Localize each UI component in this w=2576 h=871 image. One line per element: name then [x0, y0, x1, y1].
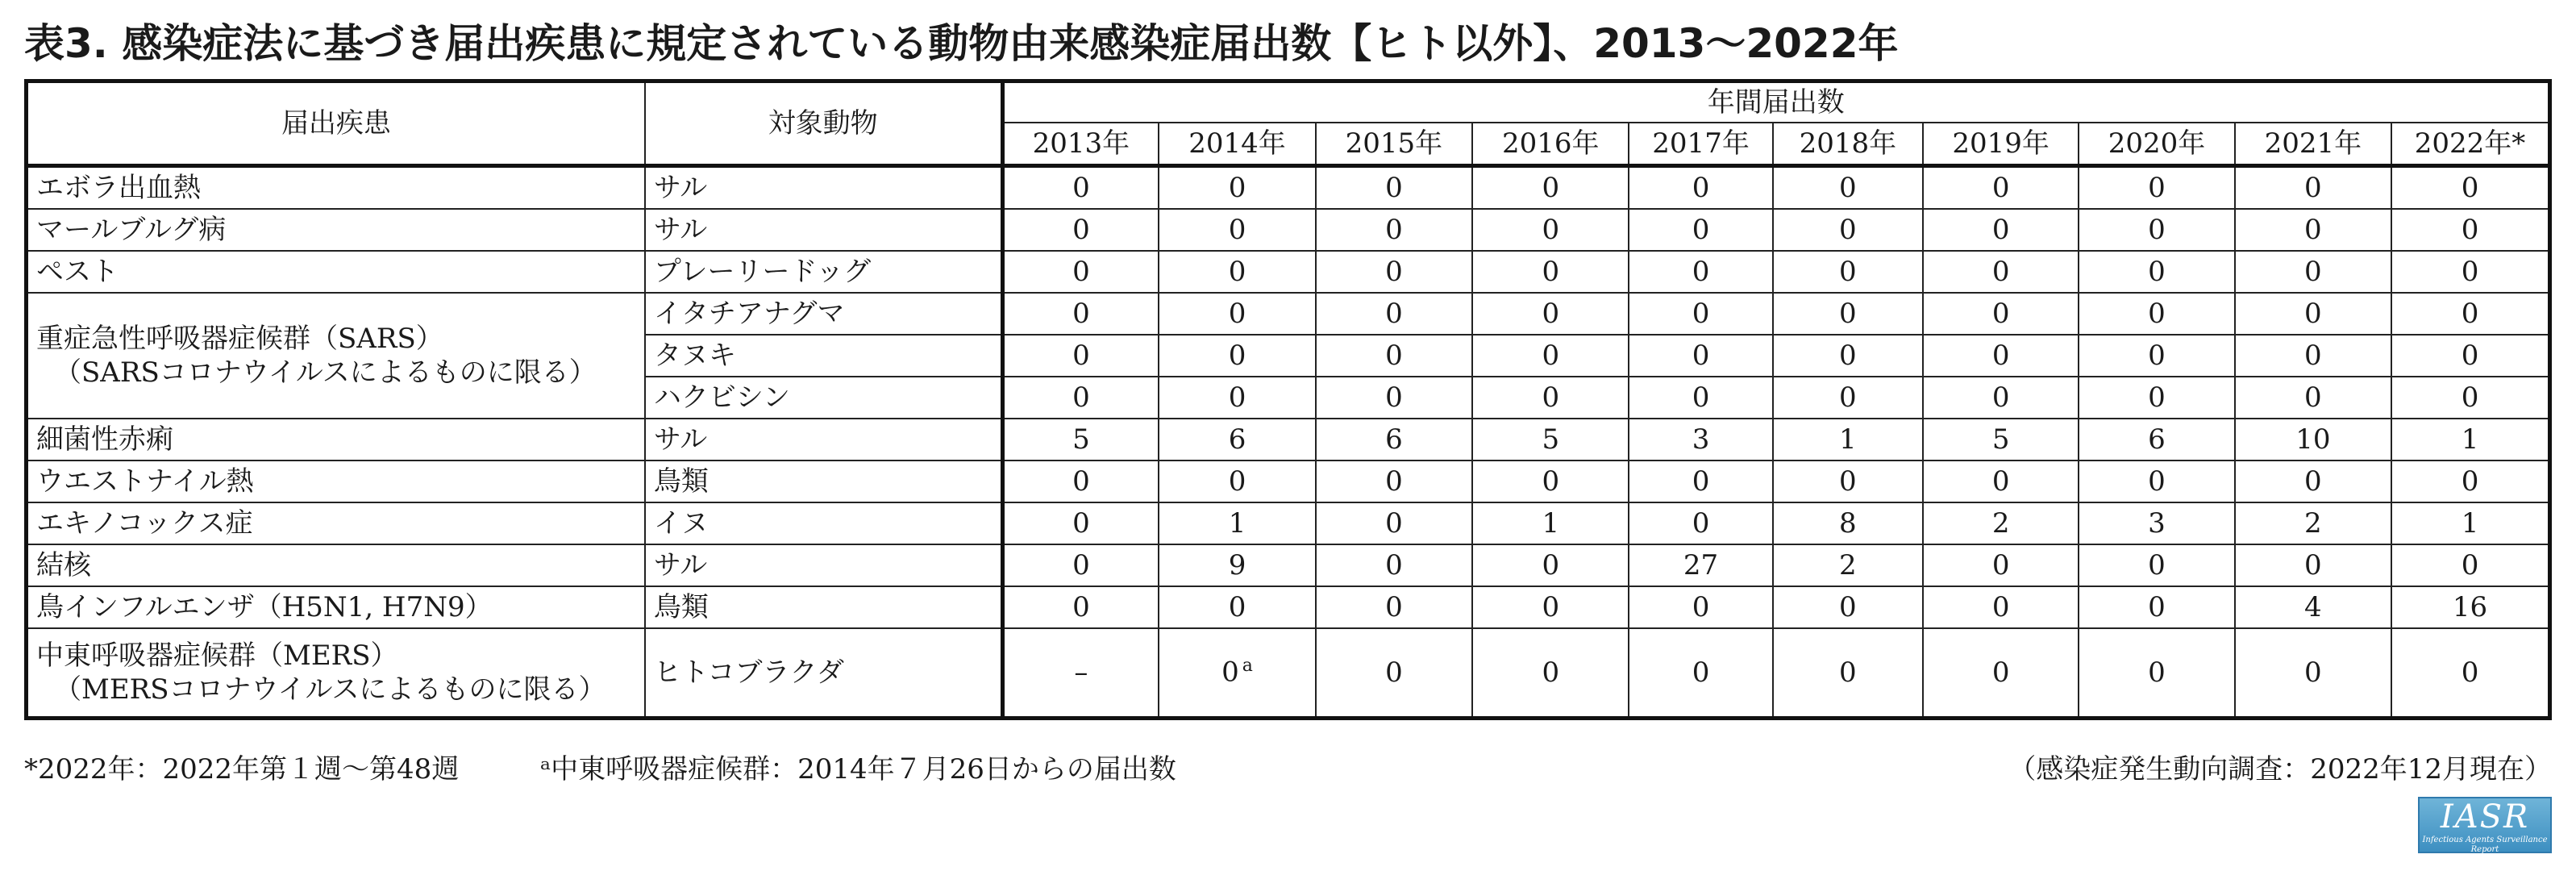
disease-cell: マールブルグ病	[27, 209, 645, 251]
animal-cell: タヌキ	[645, 335, 1002, 377]
count-cell: 0	[1159, 293, 1315, 335]
count-cell: 2	[1773, 544, 1923, 586]
animal-cell: サル	[645, 419, 1002, 461]
count-cell: 0	[1773, 166, 1923, 210]
count-cell: 0	[1923, 377, 2079, 419]
disease-cell: 結核	[27, 544, 645, 586]
logo-subtext: Infectious Agents Surveillance Report	[2422, 836, 2548, 854]
table-title: 表3. 感染症法に基づき届出疾患に規定されている動物由来感染症届出数【ヒト以外】、2013〜2022年	[24, 20, 1899, 67]
animal-cell: ヒトコブラクダ	[645, 628, 1002, 719]
count-cell: 0	[2391, 461, 2549, 502]
count-cell: 0	[2235, 251, 2391, 293]
count-cell: 0	[2391, 209, 2549, 251]
count-cell: 0	[2079, 166, 2234, 210]
count-cell: 0	[2235, 166, 2391, 210]
header-annual: 年間届出数	[1002, 81, 2550, 123]
table-row	[27, 209, 2550, 251]
count-cell: 5	[1923, 419, 2079, 461]
count-cell: 0	[1002, 166, 1159, 210]
count-cell: 0	[2235, 335, 2391, 377]
count-cell: 0	[1629, 293, 1772, 335]
header-year: 2015年	[1316, 123, 1472, 166]
count-cell: 2	[1923, 502, 2079, 544]
count-cell: 0	[1923, 166, 2079, 210]
count-cell: 27	[1629, 544, 1772, 586]
count-cell: 0	[2235, 377, 2391, 419]
count-cell: 4	[2235, 586, 2391, 628]
disease-qualifier: （MERSコロナウイルスによるものに限る）	[54, 673, 606, 706]
count-cell: 3	[2079, 502, 2234, 544]
count-cell: 0	[1773, 628, 1923, 719]
count-cell: 1	[1773, 419, 1923, 461]
count-cell: 0	[2235, 628, 2391, 719]
animal-cell: ハクビシン	[645, 377, 1002, 419]
animal-cell: サル	[645, 209, 1002, 251]
count-cell: 0	[2391, 377, 2549, 419]
count-cell: 0	[2079, 461, 2234, 502]
disease-cell	[27, 628, 645, 719]
count-cell: 0	[2079, 628, 2234, 719]
count-cell: 1	[1472, 502, 1629, 544]
count-cell: 0	[1629, 502, 1772, 544]
count-cell: 6	[1159, 419, 1315, 461]
count-cell: 0	[1159, 377, 1315, 419]
count-cell: 0	[1316, 377, 1472, 419]
count-cell: 0	[2391, 251, 2549, 293]
count-cell: 0	[2079, 544, 2234, 586]
notifications-table	[24, 79, 2552, 720]
count-value: 0	[1221, 656, 1239, 689]
animal-cell: 鳥類	[645, 586, 1002, 628]
count-cell: 0	[1472, 335, 1629, 377]
animal-cell: プレーリードッグ	[645, 251, 1002, 293]
count-cell: 0	[2079, 586, 2234, 628]
count-cell: 0	[1159, 461, 1315, 502]
count-cell: 0	[1629, 335, 1772, 377]
disease-cell: エキノコックス症	[27, 502, 645, 544]
count-cell: 0	[1002, 209, 1159, 251]
count-cell: 0	[2235, 293, 2391, 335]
count-cell: 0	[1472, 544, 1629, 586]
animal-cell: イタチアナグマ	[645, 293, 1002, 335]
disease-cell: 細菌性赤痢	[27, 419, 645, 461]
header-disease: 届出疾患	[27, 81, 645, 166]
table-row	[27, 461, 2550, 502]
count-cell: 0	[1002, 502, 1159, 544]
count-cell: 0	[1629, 377, 1772, 419]
header-year: 2022年*	[2391, 123, 2549, 166]
count-cell: 0	[1629, 251, 1772, 293]
logo-text: IASR	[2440, 798, 2530, 836]
table-row	[27, 419, 2550, 461]
count-cell: 0	[1316, 335, 1472, 377]
count-cell: 0	[1316, 251, 1472, 293]
header-year: 2017年	[1629, 123, 1772, 166]
count-cell: 0	[1159, 166, 1315, 210]
count-cell: 0	[1773, 251, 1923, 293]
count-cell: 0	[1629, 209, 1772, 251]
count-cell: 0	[1629, 461, 1772, 502]
disease-cell: ペスト	[27, 251, 645, 293]
count-cell: 0	[1159, 335, 1315, 377]
count-cell: 0	[2391, 335, 2549, 377]
footnote-marker: a	[1242, 656, 1253, 677]
iasr-logo	[2418, 797, 2552, 853]
count-cell: 0	[1316, 586, 1472, 628]
count-cell: 0	[1159, 586, 1315, 628]
count-cell: 0	[1923, 335, 2079, 377]
disease-cell: 鳥インフルエンザ（H5N1, H7N9）	[27, 586, 645, 628]
count-cell: 0	[1773, 586, 1923, 628]
count-cell: 10	[2235, 419, 2391, 461]
disease-qualifier: （SARSコロナウイルスによるものに限る）	[54, 356, 597, 389]
table-row	[27, 293, 2550, 335]
count-cell: 1	[2391, 502, 2549, 544]
count-cell: 0	[1002, 293, 1159, 335]
count-cell: 0	[1316, 628, 1472, 719]
count-cell: 0	[1316, 461, 1472, 502]
count-cell: 0	[1472, 209, 1629, 251]
count-cell: 8	[1773, 502, 1923, 544]
source-note: （感染症発生動向調査：2022年12月現在）	[2008, 753, 2552, 786]
count-cell: 0	[2391, 293, 2549, 335]
footnote-star: *2022年：2022年第１週〜第48週	[24, 753, 460, 786]
count-cell: 1	[2391, 419, 2549, 461]
count-cell: 0	[1923, 251, 2079, 293]
count-cell: 0	[2235, 544, 2391, 586]
count-cell: 0	[1629, 166, 1772, 210]
count-cell: 0	[1002, 544, 1159, 586]
count-cell: 0	[2391, 628, 2549, 719]
footnote-a: ᵃ中東呼吸器症候群：2014年７月26日からの届出数	[540, 753, 1176, 786]
count-cell: 0	[1923, 586, 2079, 628]
count-cell: 0	[1159, 251, 1315, 293]
count-cell: –	[1002, 628, 1159, 719]
count-cell: 0	[1316, 544, 1472, 586]
count-cell: 0	[1773, 335, 1923, 377]
count-cell: 6	[1316, 419, 1472, 461]
header-year: 2021年	[2235, 123, 2391, 166]
count-cell	[1159, 628, 1315, 719]
count-cell: 0	[1159, 209, 1315, 251]
count-cell: 0	[1472, 586, 1629, 628]
table-row	[27, 544, 2550, 586]
count-cell: 0	[2079, 251, 2234, 293]
header-year: 2018年	[1773, 123, 1923, 166]
count-cell: 0	[1002, 586, 1159, 628]
count-cell: 0	[1472, 166, 1629, 210]
count-cell: 0	[2391, 544, 2549, 586]
table-row	[27, 586, 2550, 628]
count-cell: 0	[1002, 461, 1159, 502]
count-cell: 0	[1923, 544, 2079, 586]
table-row	[27, 166, 2550, 210]
count-cell: 0	[1773, 293, 1923, 335]
count-cell: 3	[1629, 419, 1772, 461]
disease-cell	[27, 293, 645, 419]
count-cell: 0	[1773, 209, 1923, 251]
count-cell: 5	[1002, 419, 1159, 461]
header-year: 2013年	[1002, 123, 1159, 166]
count-cell: 0	[1472, 628, 1629, 719]
disease-cell: ウエストナイル熱	[27, 461, 645, 502]
count-cell: 0	[2079, 377, 2234, 419]
table-row	[27, 628, 2550, 719]
count-cell: 16	[2391, 586, 2549, 628]
disease-cell: エボラ出血熱	[27, 166, 645, 210]
count-cell: 0	[1472, 461, 1629, 502]
animal-cell: サル	[645, 544, 1002, 586]
count-cell: 0	[2235, 209, 2391, 251]
count-cell: 0	[1316, 166, 1472, 210]
count-cell: 0	[1002, 377, 1159, 419]
count-cell: 1	[1159, 502, 1315, 544]
count-cell: 5	[1472, 419, 1629, 461]
count-cell: 0	[2079, 335, 2234, 377]
count-cell: 2	[2235, 502, 2391, 544]
count-cell: 0	[1923, 293, 2079, 335]
count-cell: 0	[1472, 377, 1629, 419]
count-cell: 0	[1316, 502, 1472, 544]
header-year: 2019年	[1923, 123, 2079, 166]
count-cell: 0	[1002, 335, 1159, 377]
animal-cell: イヌ	[645, 502, 1002, 544]
count-cell: 0	[1923, 209, 2079, 251]
count-cell: 0	[1629, 628, 1772, 719]
count-cell: 0	[2079, 209, 2234, 251]
animal-cell: 鳥類	[645, 461, 1002, 502]
header-year: 2016年	[1472, 123, 1629, 166]
count-cell: 0	[1629, 586, 1772, 628]
count-cell: 0	[1472, 251, 1629, 293]
table-row	[27, 251, 2550, 293]
disease-name: 重症急性呼吸器症候群（SARS）	[36, 322, 443, 355]
table-row	[27, 502, 2550, 544]
count-cell: 0	[1002, 251, 1159, 293]
count-cell: 0	[1923, 461, 2079, 502]
count-cell: 0	[1773, 377, 1923, 419]
count-cell: 0	[1472, 293, 1629, 335]
count-cell: 6	[2079, 419, 2234, 461]
count-cell: 0	[1923, 628, 2079, 719]
count-cell: 0	[1316, 293, 1472, 335]
count-cell: 0	[2391, 166, 2549, 210]
count-cell: 0	[2079, 293, 2234, 335]
header-year: 2020年	[2079, 123, 2234, 166]
header-year: 2014年	[1159, 123, 1315, 166]
count-cell: 0	[1773, 461, 1923, 502]
disease-name: 中東呼吸器症候群（MERS）	[36, 639, 398, 672]
count-cell: 0	[1316, 209, 1472, 251]
count-cell: 9	[1159, 544, 1315, 586]
count-cell: 0	[2235, 461, 2391, 502]
header-animal: 対象動物	[645, 81, 1002, 166]
animal-cell: サル	[645, 166, 1002, 210]
